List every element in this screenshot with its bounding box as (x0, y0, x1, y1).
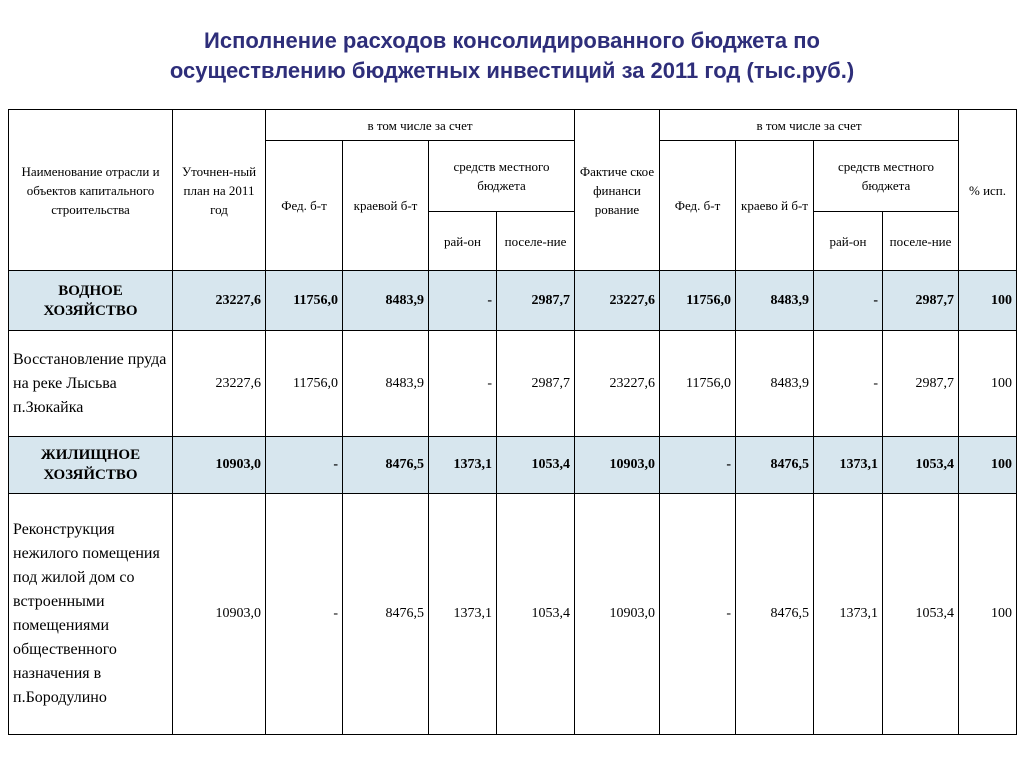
title-line-2: осуществлению бюджетных инвестиций за 2011 год (тыс.руб.) (169, 58, 855, 83)
cell-pos-fact: 2987,7 (883, 271, 959, 331)
cell-fed-plan: 11756,0 (266, 271, 343, 331)
cell-pct: 100 (959, 331, 1017, 437)
cell-fed-plan: - (266, 494, 343, 735)
cell-kr-plan: 8483,9 (343, 331, 429, 437)
cell-rayon-fact: - (814, 331, 883, 437)
cell-kr-plan: 8476,5 (343, 437, 429, 494)
row-name: ЖИЛИЩНОЕ ХОЗЯЙСТВО (9, 437, 173, 494)
col-header-pos-fact: поселе-ние (883, 212, 959, 271)
col-header-incl-plan: в том числе за счет (266, 110, 575, 141)
col-header-pos-plan: поселе-ние (497, 212, 575, 271)
col-header-rayon-plan: рай-он (429, 212, 497, 271)
cell-fed-fact: - (660, 437, 736, 494)
col-header-kr-plan: краевой б-т (343, 141, 429, 271)
cell-kr-fact: 8483,9 (736, 331, 814, 437)
cell-rayon-plan: - (429, 271, 497, 331)
page-title (0, 26, 1024, 86)
cell-pos-fact: 1053,4 (883, 494, 959, 735)
table-row-category-water (9, 271, 1017, 331)
cell-pct: 100 (959, 494, 1017, 735)
cell-plan: 10903,0 (173, 437, 266, 494)
col-header-kr-fact: краево й б-т (736, 141, 814, 271)
col-header-fed-fact: Фед. б-т (660, 141, 736, 271)
cell-fed-fact: 11756,0 (660, 331, 736, 437)
cell-fact: 10903,0 (575, 437, 660, 494)
cell-fed-plan: - (266, 437, 343, 494)
cell-pos-plan: 2987,7 (497, 331, 575, 437)
cell-rayon-plan: - (429, 331, 497, 437)
cell-kr-fact: 8483,9 (736, 271, 814, 331)
table-header (9, 110, 1017, 271)
table-row-item-pond (9, 331, 1017, 437)
cell-rayon-fact: - (814, 271, 883, 331)
cell-pos-plan: 1053,4 (497, 494, 575, 735)
cell-rayon-plan: 1373,1 (429, 494, 497, 735)
title-line-1: Исполнение расходов консолидированного бюджета по (204, 28, 820, 53)
row-name: Восстановление пруда на реке Лысьва п.Зюкайка (9, 331, 173, 437)
budget-table (8, 109, 1017, 735)
col-header-local-plan: средств местного бюджета (429, 141, 575, 212)
table-row-category-housing (9, 437, 1017, 494)
cell-pos-fact: 1053,4 (883, 437, 959, 494)
cell-fact: 23227,6 (575, 331, 660, 437)
cell-rayon-fact: 1373,1 (814, 437, 883, 494)
cell-rayon-fact: 1373,1 (814, 494, 883, 735)
cell-fed-fact: 11756,0 (660, 271, 736, 331)
cell-kr-plan: 8483,9 (343, 271, 429, 331)
cell-plan: 10903,0 (173, 494, 266, 735)
cell-plan: 23227,6 (173, 331, 266, 437)
col-header-plan: Уточнен-ный план на 2011 год (173, 110, 266, 271)
col-header-fed-plan: Фед. б-т (266, 141, 343, 271)
col-header-fact: Фактиче ское финанси рование (575, 110, 660, 271)
cell-pos-fact: 2987,7 (883, 331, 959, 437)
cell-plan: 23227,6 (173, 271, 266, 331)
row-name: ВОДНОЕ ХОЗЯЙСТВО (9, 271, 173, 331)
cell-kr-fact: 8476,5 (736, 437, 814, 494)
cell-fact: 10903,0 (575, 494, 660, 735)
cell-fed-fact: - (660, 494, 736, 735)
col-header-pct: % исп. (959, 110, 1017, 271)
cell-kr-fact: 8476,5 (736, 494, 814, 735)
cell-fact: 23227,6 (575, 271, 660, 331)
cell-pct: 100 (959, 271, 1017, 331)
col-header-incl-fact: в том числе за счет (660, 110, 959, 141)
cell-pct: 100 (959, 437, 1017, 494)
cell-fed-plan: 11756,0 (266, 331, 343, 437)
cell-pos-plan: 1053,4 (497, 437, 575, 494)
cell-kr-plan: 8476,5 (343, 494, 429, 735)
table-body (9, 271, 1017, 735)
cell-pos-plan: 2987,7 (497, 271, 575, 331)
table-row-item-reconstruction (9, 494, 1017, 735)
cell-rayon-plan: 1373,1 (429, 437, 497, 494)
row-name: Реконструкция нежилого помещения под жилой дом со встроенными помещениями общественного назначения в п.Бородулино (9, 494, 173, 735)
col-header-name: Наименование отрасли и объектов капитального строительства (9, 110, 173, 271)
col-header-rayon-fact: рай-он (814, 212, 883, 271)
col-header-local-fact: средств местного бюджета (814, 141, 959, 212)
